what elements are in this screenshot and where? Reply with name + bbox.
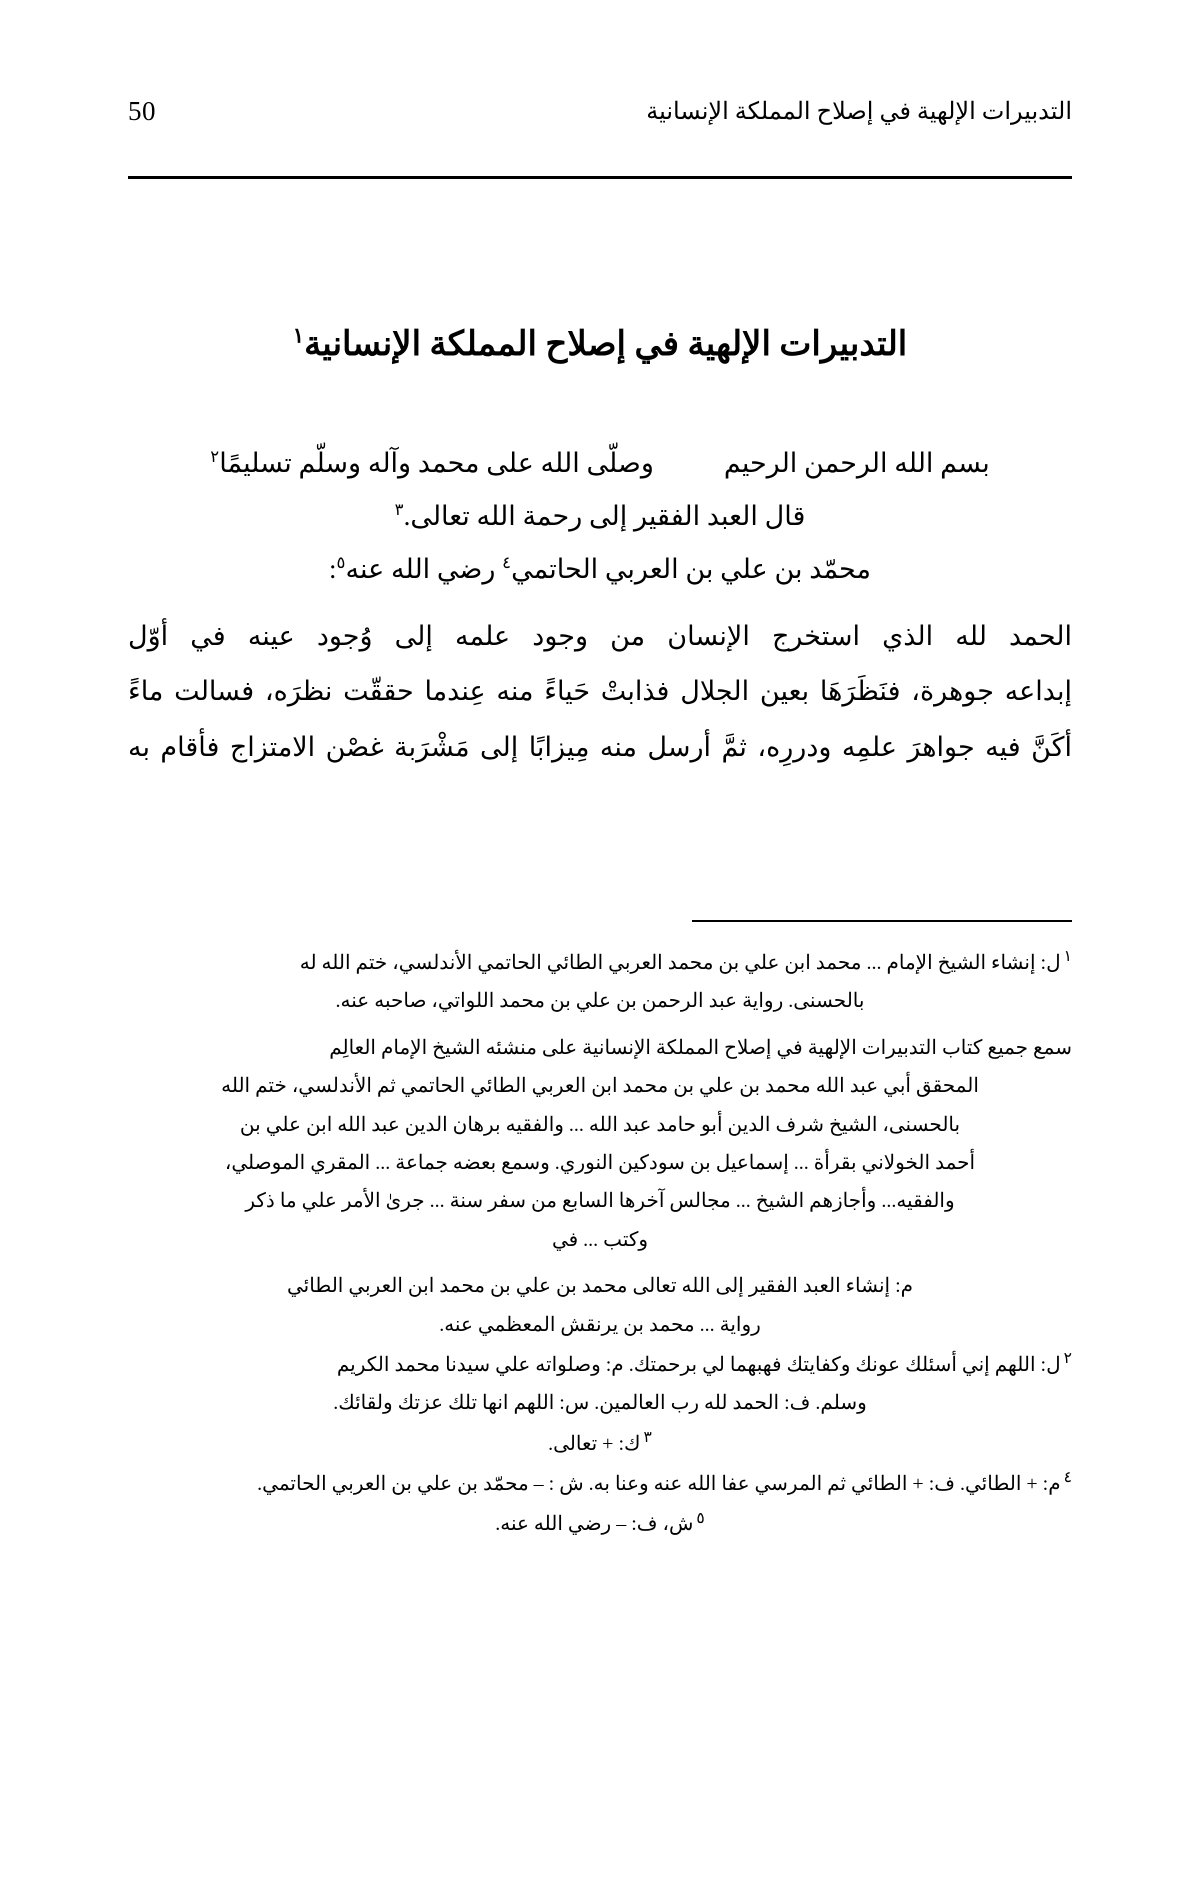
basmala-line <box>128 447 1072 478</box>
footnote-text: بالحسنى. رواية عبد الرحمن بن علي بن محمد اللواتي، صاحبه عنه. <box>335 990 865 1013</box>
footnote-text: المحقق أبي عبد الله محمد بن علي بن محمد ابن العربي الطائي الحاتمي ثم الأندلسي، ختم الله <box>221 1075 979 1098</box>
footnote-text: ش، ف: – رضي الله عنه. <box>495 1513 694 1536</box>
title-footnote-marker: ١ <box>292 323 305 348</box>
page-number: 50 <box>128 96 156 126</box>
eulogy-footnote-marker: ٥ <box>336 553 346 572</box>
footnote-entry <box>128 944 1072 1344</box>
footnote-text: أحمد الخولاني بقرأة ... إسماعيل بن سودكين النوري. وسمع بعضه جماعة ... المقري الموصلي، <box>224 1151 976 1174</box>
footnote-marker: ٤ <box>1063 1469 1072 1487</box>
footnote-text: م: + الطائي. ف: + الطائي ثم المرسي عفا الله عنه وعنا به. ش : – محمّد بن علي بن العربي الحاتمي. <box>257 1473 1061 1496</box>
author-footnote-marker: ٤ <box>502 553 512 572</box>
author-colon: : <box>329 554 337 584</box>
footnote-marker: ٣ <box>643 1429 652 1447</box>
footnote-text: بالحسنى، الشيخ شرف الدين أبو حامد عبد الله ... والفقيه برهان الدين عبد الله ابن علي بن <box>239 1113 961 1136</box>
footnote-text: رواية ... محمد بن يرنقش المعظمي عنه. <box>439 1313 761 1336</box>
footnote-text: سمع جميع كتاب التدبيرات الإلهية في إصلاح المملكة الإنسانية على منشئه الشيخ الإمام العالِم <box>329 1036 1072 1059</box>
footnote-text: وسلم. ف: الحمد لله رب العالمين. س: اللهم انها تلك عزتك ولقائك. <box>333 1392 867 1415</box>
body-line: أكَنَّ فيه جواهرَ علمِه ودررِه، ثمَّ أرسل منه مِيزابًا إلى مَشْرَبة غصْن الامتزاج فأقام به <box>128 731 1072 762</box>
salawat-footnote-marker: ٢ <box>210 447 220 466</box>
author-line <box>128 553 1072 584</box>
footnote-subblock <box>128 1267 1072 1344</box>
author-eulogy-text: رضي الله عنه <box>345 554 503 584</box>
qala-footnote-marker: ٣ <box>394 500 404 519</box>
page-title <box>128 322 1072 368</box>
footnote-text: وكتب ... في <box>551 1228 649 1251</box>
footnote-entry <box>128 1505 1072 1543</box>
footnote-marker: ١ <box>1063 948 1072 966</box>
running-header-title: التدبيرات الإلهية في إصلاح المملكة الإنسانية <box>646 99 1072 125</box>
body-line: الحمد لله الذي استخرج الإنسان من وجود علمه إلى وُجود عينه في أوّل <box>128 621 1072 651</box>
salawat-text: وصلّى الله على محمد وآله وسلّم تسليمًا <box>219 448 654 478</box>
footnote-marker: ٢ <box>1063 1350 1072 1368</box>
footnote-separator-rule <box>692 920 1072 922</box>
footnote-text: والفقيه... وأجازهم الشيخ ... مجالس آخرها السابع من سفر سنة ... جرىٰ الأمر علي ما ذكر <box>245 1190 955 1213</box>
footnote-text: م: إنشاء العبد الفقير إلى الله تعالى محمد بن علي بن محمد ابن العربي الطائي <box>286 1275 914 1298</box>
footnote-marker: ٥ <box>696 1509 705 1527</box>
footnote-text: ل: إنشاء الشيخ الإمام ... محمد ابن علي بن محمد العربي الطائي الحاتمي الأندلسي، ختم الله له <box>299 952 1061 974</box>
basmala-text: بسم الله الرحمن الرحيم <box>723 448 990 478</box>
footnote-subblock <box>128 1029 1072 1259</box>
footnote-entry <box>128 1346 1072 1423</box>
footnote-text: ل: اللهم إني أسئلك عونك وكفايتك فهبهما لي برحمتك. م: وصلواته علي سيدنا محمد الكريم <box>336 1353 1061 1376</box>
author-name-text: محمّد بن علي بن العربي الحاتمي <box>511 554 871 584</box>
page-header <box>128 96 1072 127</box>
footnote-entry <box>128 1425 1072 1463</box>
qala-text: قال العبد الفقير إلى رحمة الله تعالى. <box>403 501 806 531</box>
footnote-area <box>128 944 1072 1546</box>
footnote-text: ك: + تعالى. <box>548 1432 641 1455</box>
footnote-line-3 <box>128 1425 1072 1463</box>
qala-line <box>128 500 1072 531</box>
footnote-entry <box>128 1465 1072 1503</box>
page-title-text: التدبيرات الإلهية في إصلاح المملكة الإنسانية <box>304 326 908 363</box>
header-divider-rule <box>128 176 1072 179</box>
main-body <box>128 447 1072 775</box>
footnote-line-5 <box>128 1505 1072 1543</box>
body-paragraph <box>128 609 1072 775</box>
body-line: إبداعه جوهرة، فنَظَرَهَا بعين الجلال فذابتْ حَياءً منه عِندما حققّت نظرَه، فسالت ماءً <box>128 676 1072 707</box>
